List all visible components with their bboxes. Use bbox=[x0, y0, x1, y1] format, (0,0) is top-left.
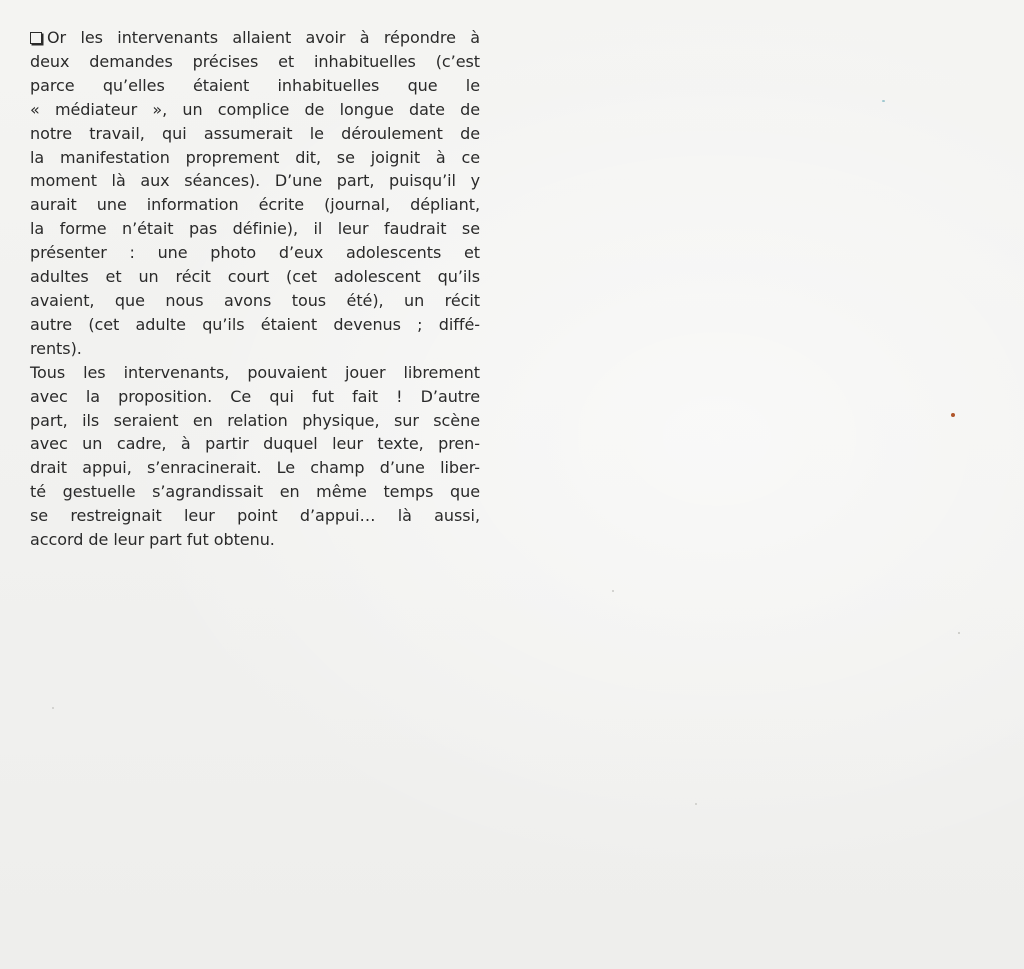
text-line: la forme n’était pas définie), il leur faudrait se bbox=[30, 219, 480, 239]
text-line: avaient, que nous avons tous été), un récit bbox=[30, 290, 480, 310]
text-line: avec un cadre, à partir duquel leur texte, pren- bbox=[30, 434, 480, 454]
dust-speck bbox=[951, 413, 955, 417]
text-line: « médiateur », un complice de longue date de bbox=[30, 99, 480, 119]
text-line: té gestuelle s’agrandissait en même temps que bbox=[30, 482, 480, 502]
text-line: la manifestation proprement dit, se joignit à ce bbox=[30, 147, 480, 167]
text-line: part, ils seraient en relation physique, sur scène bbox=[30, 410, 480, 430]
dust-speck bbox=[612, 590, 614, 592]
text-line: moment là aux séances). D’une part, puisqu’il y bbox=[30, 171, 480, 191]
dust-speck bbox=[882, 100, 885, 102]
text-line: adultes et un récit court (cet adolescent qu’ils bbox=[30, 267, 480, 287]
paragraph-2 bbox=[30, 361, 480, 552]
dust-speck bbox=[695, 803, 697, 805]
text-line: Or les intervenants allaient avoir à répondre à bbox=[30, 26, 480, 50]
text-line: rents). bbox=[30, 338, 82, 358]
dust-speck bbox=[958, 632, 960, 634]
checkbox-bullet-icon bbox=[30, 32, 42, 44]
text-line: aurait une information écrite (journal, dépliant, bbox=[30, 195, 480, 215]
text-line: drait appui, s’enracinerait. Le champ d’une liber- bbox=[30, 458, 480, 478]
paragraph-1 bbox=[30, 26, 480, 361]
text-line: accord de leur part fut obtenu. bbox=[30, 530, 275, 550]
article-text bbox=[30, 26, 480, 552]
text-line: se restreignait leur point d’appui… là aussi, bbox=[30, 506, 480, 526]
text-line: présenter : une photo d’eux adolescents et bbox=[30, 243, 480, 263]
dust-speck bbox=[52, 707, 54, 709]
text-line: parce qu’elles étaient inhabituelles que le bbox=[30, 75, 480, 95]
text-line: deux demandes précises et inhabituelles (c’est bbox=[30, 51, 480, 71]
text-line: Tous les intervenants, pouvaient jouer librement bbox=[30, 362, 480, 382]
text-line: notre travail, qui assumerait le déroulement de bbox=[30, 123, 480, 143]
text-line: avec la proposition. Ce qui fut fait ! D’autre bbox=[30, 386, 480, 406]
text-line: autre (cet adulte qu’ils étaient devenus ; diffé- bbox=[30, 314, 480, 334]
